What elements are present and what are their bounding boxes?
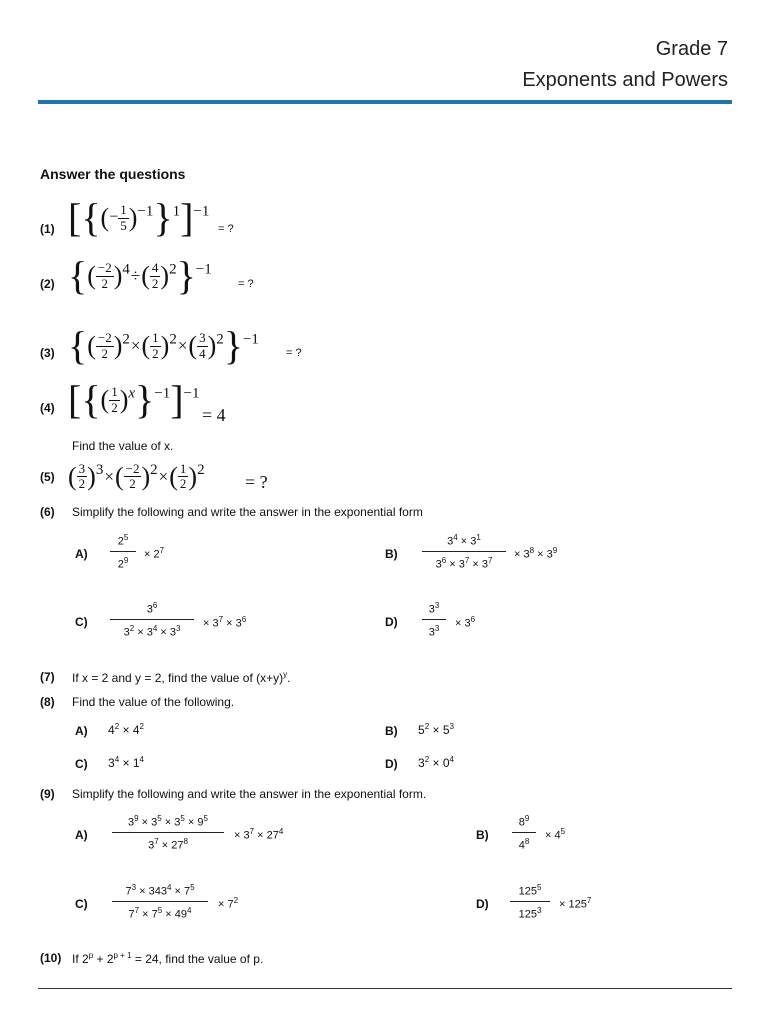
- q6-c-tail: × $3^7 \times 3^6$: [203, 615, 247, 630]
- q2-tail: = ?: [238, 278, 254, 290]
- q9-c-tail: × $7^2$: [218, 896, 239, 911]
- grade-title: Grade 7: [655, 38, 728, 60]
- q3-tail: = ?: [286, 347, 302, 359]
- q6-b-label: B): [385, 547, 398, 561]
- q9-b-label: B): [476, 828, 489, 842]
- q9-d-fraction: $125^5$ $125^3$: [510, 883, 550, 920]
- q6-d-fraction: $3^3$ $3^3$: [422, 601, 446, 638]
- q9-a-fraction: $3^9 \times 3^5 \times 3^5 \times 9^5$ $3^7 \times 27^8$: [112, 814, 224, 851]
- q4-note: Find the value of x.: [72, 439, 174, 453]
- q8-number: (8): [40, 695, 55, 709]
- q7-number: (7): [40, 670, 55, 684]
- q9-a-label: A): [75, 828, 88, 842]
- q6-number: (6): [40, 505, 55, 519]
- q8-b-expr: $5^2 \times 5^3$: [418, 722, 454, 737]
- q6-a-tail: × $2^7$: [144, 546, 165, 561]
- q7-text-end: .: [287, 671, 291, 685]
- q4-number: (4): [40, 401, 55, 415]
- q1-tail: = ?: [218, 223, 234, 235]
- footer-rule: [38, 988, 732, 989]
- q9-c-label: C): [75, 897, 88, 911]
- q3-expression: {( $\frac{-2}{2}$ )2×( $\frac{1}{2}$ )2×( $\frac{3}{4}$ )2}−1: [68, 323, 259, 368]
- q7-text: [72, 670, 290, 685]
- q8-b-label: B): [385, 724, 398, 738]
- q2-number: (2): [40, 277, 55, 291]
- q8-c-expr: $3^4 \times 1^4$: [108, 755, 144, 770]
- q6-c-label: C): [75, 615, 88, 629]
- header-rule: [38, 100, 732, 104]
- q6-d-label: D): [385, 615, 398, 629]
- q9-a-tail: × $3^7 \times 27^4$: [234, 827, 284, 842]
- q3-number: (3): [40, 346, 55, 360]
- q6-text: Simplify the following and write the answer in the exponential form: [72, 505, 423, 519]
- q10-number: (10): [40, 951, 62, 965]
- q8-text: Find the value of the following.: [72, 695, 235, 709]
- q1-number: (1): [40, 222, 55, 236]
- q6-a-label: A): [75, 547, 88, 561]
- q9-b-tail: × $4^5$: [545, 827, 566, 842]
- q8-c-label: C): [75, 757, 88, 771]
- topic-title: Exponents and Powers: [522, 69, 728, 91]
- q6-d-tail: × $3^6$: [455, 615, 476, 630]
- q8-a-label: A): [75, 724, 88, 738]
- q5-number: (5): [40, 470, 55, 484]
- q9-text: Simplify the following and write the answer in the exponential form.: [72, 787, 427, 801]
- q6-b-fraction: $3^4 \times 3^1$ $3^6 \times 3^7 \times 3^7$: [422, 533, 506, 570]
- q9-d-tail: × $125^7$: [559, 896, 592, 911]
- q1-expression: [{(− $\frac{1}{5}$ )−1}1]−1: [68, 195, 210, 240]
- q9-number: (9): [40, 787, 55, 801]
- section-title: Answer the questions: [40, 166, 186, 182]
- q6-a-fraction: $2^5$ $2^9$: [110, 533, 136, 570]
- q5-expression: ( $\frac{3}{2}$ )3×( $\frac{-2}{2}$ )2×( $\frac{1}{2}$ )2: [68, 461, 205, 492]
- q8-d-label: D): [385, 757, 398, 771]
- q2-expression: {( $\frac{-2}{2}$ )4÷( $\frac{4}{2}$ )2}−1: [68, 253, 212, 298]
- q7-text-sup: y: [283, 670, 288, 679]
- q8-d-expr: $3^2 \times 0^4$: [418, 755, 454, 770]
- q9-b-fraction: $8^9$ $4^8$: [512, 814, 536, 851]
- q4-equals: = 4: [202, 405, 226, 425]
- q5-equals: = ?: [245, 472, 268, 492]
- q9-c-fraction: $7^3 \times 343^4 \times 7^5$ $7^7 \times 7^5 \times 49^4$: [112, 883, 208, 920]
- q4-expression: [{( $\frac{1}{2}$ )x}−1]−1: [68, 377, 200, 422]
- q6-b-tail: × $3^8 \times 3^9$: [514, 546, 558, 561]
- q7-text-main: If x = 2 and y = 2, find the value of (x+y): [72, 671, 284, 685]
- q8-a-expr: $4^2 \times 4^2$: [108, 722, 144, 737]
- q9-d-label: D): [476, 897, 489, 911]
- q6-c-fraction: $3^6$ $3^2 \times 3^4 \times 3^3$: [110, 601, 194, 638]
- q10-text: If $2^p + 2^{p + 1} = 24$, find the value of p.: [72, 951, 264, 966]
